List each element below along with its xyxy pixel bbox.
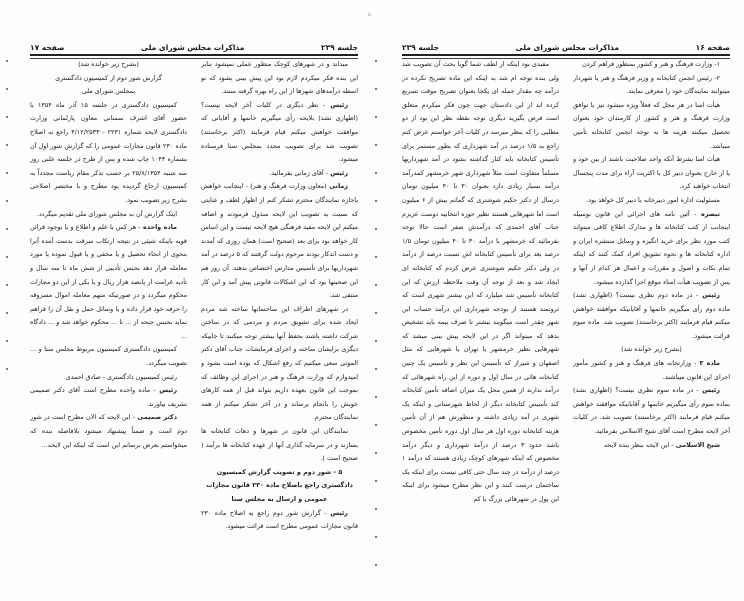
section-heading: ۵ - شور دوم و تصویب گزارش کمیسیون دادگستری راجع باصلاح ماده ۲۳۰ قانون مجازات عمومی و ارسال به مجلس سنا xyxy=(206,467,353,503)
session-label: جلسه ۲۳۹ xyxy=(402,43,440,52)
speaker-name: رئیس xyxy=(698,386,720,395)
speech-text: (معاون وزارت فرهنگ و هنر) - اینجانب خواهش باجازه نمایندگان محترم تشکر کنم از اظهار لطف و عنایتی که نسبت به تصویب این لایحه مبذول فرمودند و اضافه میکنم این لایحه مفید فرهنگی هیچ لایحه نیست و این اساس کار خواهد بود برای بعد (صحیح است) همان روزی که آمدند و دست اندکار بودند مرحوم دولت گرفتند که ۵ درصد در آمد شهرداریها برای تأسیس مدارس اختصاص بدهند. آن روز هم این صحبتها بود که این اشکالات قانونی پیش آمد و این کار منتفی شد. xyxy=(201,182,358,300)
speaker-name: رئیس xyxy=(155,386,177,395)
speaker-paragraph xyxy=(201,167,358,181)
body-paragraph: مسئولیت اداره امور دبیرخانه با دبیر کل خواهد بود. xyxy=(586,195,720,204)
speaker-paragraph xyxy=(30,384,187,411)
body-paragraph: هیأت امنا در هر محل که فعلاً ویژه میشود نیز با توافق وزارت فرهنگ و هنر و کشور از کارمندان خود بعنوان تحصیل میکنند هزینه ها به توجه انجمن کتابخانه تأمین میباشد. xyxy=(573,100,730,150)
session-label: جلسه ۲۳۹ xyxy=(321,43,358,52)
speaker-paragraph xyxy=(30,221,187,343)
right-page-columns xyxy=(402,58,730,561)
speech-text: - در ماده دوم نظری نیست؟ (اظهاری نشد) ماده دوم رأی میگیریم خانمها و آقایانیکه موافقند خواهش میکنم قیام فرمایند (اکثر برخاستند) تصویب شد. ماده سوم قرائت میشود. xyxy=(573,291,730,340)
speaker-paragraph xyxy=(573,357,730,384)
body-paragraph: رئیس کمیسیون دادگستری - صادق احمدی xyxy=(65,372,177,381)
speaker-name: رئیس xyxy=(326,508,348,517)
body-paragraph: اینک گزارش آن به مجلس شورای ملی تقدیم میگردد. xyxy=(36,209,177,218)
body-paragraph: نمایندگان این قانون در شهرها و دهات کتابخانه ها بسازند و در سرمایه گذاری آنها از عهده کتابخانه ها برآیند ( صحیح است ). xyxy=(201,427,358,463)
speaker-name: ماده واحده xyxy=(140,223,178,232)
speaker-paragraph xyxy=(573,289,730,343)
speaker-paragraph xyxy=(201,507,358,534)
speaker-paragraph xyxy=(30,411,187,452)
right-page-left-column xyxy=(402,58,559,561)
speaker-paragraph xyxy=(573,384,730,438)
journal-title: مذاکرات مجلس شورای ملی xyxy=(141,43,245,52)
speaker-paragraph xyxy=(201,99,358,167)
speech-text: - وزارتخانه های فرهنگ و هنر و کشور مأمور اجرای این قانون میباشند. xyxy=(573,359,730,381)
speaker-name: ماده ۳ xyxy=(696,359,721,368)
left-edge-bleed-marks xyxy=(6,60,10,580)
speaker-paragraph xyxy=(573,208,730,290)
speech-text: - آقای زمانی بفرمائید. xyxy=(269,168,329,177)
body-paragraph: ۲- رئیس انجمن کتابخانه و وزیر فرهنگ و هنر یا شهردار میتوانند نمایندگان خود را معرفی نمایند. xyxy=(573,73,730,96)
speaker-name: رئیس xyxy=(328,168,348,177)
speaker-name: رئیس xyxy=(325,100,348,109)
speaker-name: رئیس xyxy=(698,291,720,300)
speech-text: - هر کس با علم و اطلاع و یا بوجود قرائن قویه باینکه شیئی در نتیجه ارتکاب سرقت بدست آمده آنرا بنحوی از انحاء تحصیل و یا مخفی و یا قبول نموده یا مورد معامله قرار دهد بحبس تأدیبی از شش ماه تا سه سال و تأدیه غرامت از پانصد هزار ریال و یا یکی از این دو مجازات محکوم میگردد و در صورتیکه متهم معامله اموال مسروقه را حرفه خود قرار داده و یا وسائل حمل و نقل آن را فراهم نماید بحبس جنحه از ... تا ... محکوم خواهد شد و ... دادگاه ... xyxy=(30,223,187,340)
left-page xyxy=(10,0,362,601)
speaker-name: زمانی xyxy=(326,182,348,191)
left-page-columns xyxy=(30,58,358,561)
scan-mark-top: ۵۰ xyxy=(368,12,374,18)
speaker-name: شیخ الاسلامی xyxy=(673,440,720,449)
centered-note: بمجلس شورای ملی xyxy=(81,87,136,96)
body-paragraph: مفیدی بود اینکه از لطف شما گویا بحث آن تصویب شد ولی بنده توجه ام شد به اینکه این ماده تصریح نکرده در درآمد چه مقدار جمله ای یکجا بعنوان تصریح موقت تسریع کرده اند از این دادستان جهت چون فکر میکردم متعلق است فرض بگیرید دیگری توجه نقطه نظر این بود از دو مطلبی را که بنظر میرسد در کلیات آخر خواستم عرض کنم راجع به ۱/۵ درصد در آمد شهرداری که بطور مستمر برای تأسیس کتابخانه باید کنار گذاشته بشود در آمد شهرداریها مسلماً متفاوت است مثلاً شهرداری شهر خرمشهر کمدرآمد درآمد بسیار زیادی دارد بعنوان ۳۰ تا ۴۰ میلیون تومان درسال از دکتر حکیم شوشتری که گمانم بیش از ۶ میلیون است اما شهرهایی هستند نظیر حوزه انتخابیه دوست عزیزم جناب آقای احمدی که درآمدش صفر است حالا توجه بفرمائید که خرمشهر با درآمد ۳۰ تا ۴۰ میلیون تومان ۱/۵ درصد بعد برای تأسیس کتابخانه اش نسبت درصد از درآمد در ولی دکتر حکیم شوشتری عرض کردم که کتابخانه ای ایجاد شد و بعد از توجه آن وقت ملاحظه ارزش که این کتابخانه تأسیس شد میلیارد که این بیشتر شهری است که ثروتمند هستند از بودجه شهرداری این درآمد حساب این شهر چقدر است میگویند بیشتر تا صرف بیمه باید تشخیص بدهد که میتواند اگر در این لایحه پیش بینی میشد که شهرهایی نظیر خرمشهر یا تهران یا شهرهایی که مثل اصفهان و شیراز که تأسیس این نظر و تأسیس یک چنین کتابخانه هائی در سال اول و دوره از این راه شهرهائی که درآمد ندارند از همین محل یک میزان اضافه تأمین کتابخانه کند تأسیس کتابخانه دیگر از لحاظ شهرستانی و اینکه یک شهری در آمد زیادی داشته و منطورش هم از آن تأمین هزینه کتابخانه دوره اول هر سال اول دوره تأمین مخصوص باشد حدود ۳ درصد از درآمد شهرداری و دیگر درآمد مخصوص که اینکه شهرهای کوچک زیادی هستند که درآمد ۱ درصد از درآمد در چند سال حتی کافی نیست برای اینکه یک ساختمان درست کنند و این نظر مطرح میشود برای اینکه این پول در شهرهائی بزرگ با کم xyxy=(402,60,559,503)
left-page-left-column xyxy=(30,58,187,561)
speech-text: - گزارش شور دوم راجع به اصلاح ماده ۲۳۰ قانون مجازات عمومی مطرح است قرائت میشود. xyxy=(201,508,358,531)
speech-text: - ماده واحده مطرح است آقای دکتر صمیمی تشریف بیاورند. xyxy=(30,386,187,408)
speech-text: - این لایحه بنظر بنده لایحه xyxy=(603,440,674,449)
speech-text: - نظر دیگری در کلیات آخر لایحه نیست؟ (اظهاری نشد) بلایحه رأی میگیریم خانمها و آقایانی که موافقت خواهش میکنم قیام فرمایند (اکثر برخاستند) تصویب شد برای تصویب مجدد بمجلس سنا فرستاده میشود. xyxy=(201,100,358,164)
body-paragraph: میداند و در شهرهای کوچک منظور عملی نمیشود بنابر این بنده فکر میکردم لازم بود این پیش بینی بشود که تو اسطه درآمدهای شهرها از این راه بهره گرفته ستند. xyxy=(201,60,358,96)
gutter-bleed-marks xyxy=(375,60,379,580)
left-page-right-column xyxy=(201,58,358,561)
page-number: صفحه ۱۶ xyxy=(695,43,730,52)
body-paragraph: کمیسیون دادگستری کمیسیون مربوط مجلس سنا و ... تصویب میگردد. xyxy=(30,345,187,368)
body-paragraph: ۱- وزارت فرهنگ و هنر و کشور بمنظور فراهم کردن xyxy=(582,60,720,68)
header-rule xyxy=(30,54,358,56)
centered-note: (بشرح زیر خوانده شد) xyxy=(621,345,682,354)
speaker-name: دکتر صمیمی xyxy=(134,413,177,422)
body-paragraph: هیأت امنا بشرط آنکه واجد صلاحیت باشند از بین خود و یا از خارج بعنوان دبیر کل با اکثریت آراء برای مدت پنجسال انتخاب خواهند کرد. xyxy=(573,155,730,191)
speech-text: - آئین نامه های اجرائی این قانون بوسیله اینجانب از کتب کتابخانه ها و مدارک اطلاع کافی میتواند کتب مورد نظر برای خرید انگیزه و وسایل منتشره ایران و اداره کتابخانه ها و نحوه تشویق افراد کمک کنند که اینکه تمام نکات و اصول و مقررات و اعمال هر کدام از آنها و پس از تصویب هیأت امناء موقع اجرا گذارده میشود. xyxy=(573,209,730,286)
journal-title: مذاکرات مجلس شورای ملی xyxy=(515,43,619,52)
right-page-right-column xyxy=(573,58,730,561)
speaker-name: تبصره xyxy=(696,209,721,218)
right-page xyxy=(382,0,734,601)
speech-text: - این لایحه که الان مطرح است در شور دوم است و ضمناً پیشنهاد میشود بلافاصله بنده که میخواستم بعرض برسانم این است که اینکه این لایحه... xyxy=(30,413,187,449)
speaker-paragraph xyxy=(573,439,730,453)
page-number: صفحه ۱۷ xyxy=(30,43,65,52)
body-paragraph: در شهرهای اطراف این ساختمانها ساخته شد مردم ایجاد شده برای تشویق مردم و مردمی که در ساختن شرکت داشته باشند بحفظ آنها بیشتر توجه میکنند تا جاییکه دیگری برایشان ساخته و اجرای فرمایشات جناب آقای دکتر الموتی سعی میکنیم که رفع اشکال که بوده است بشود و امیدوارم که وزارت فرهنگ و هنر در اجرای این وظائف که بموجب این قانون بعهده داریم بتواند قبل از همه کارهای خوبش را بانجام برساند و در آخر تشکر میکنم از همه نمایندگان محترم. xyxy=(201,304,358,422)
header-rule xyxy=(402,54,730,56)
right-page-header xyxy=(402,38,730,52)
centered-note: (بشرح زیر خوانده شد) xyxy=(78,60,139,68)
body-paragraph: کمیسیون دادگستری در جلسه ۱۵ آذر ماه ۱۳۵۴ با حضور آقای اشرف سمنانی معاون پارلمانی وزارت دادگستری لایحه شماره ۲۲۳۱ - ۴/۱۲/۲۵۳۳ راجع به اصلاح ماده ۲۳۰ قانون مجازات عمومی را که گزارش شور اول آن بشماره ۱۰۴۳ چاپ شده و پس از طرح در جلسه علنی روز سه شنبه ۲۵/۸/۱۳۵۴ بر حسب تذکر مقام ریاست مجدداً به کمیسیون ارجاع گردیده بود مطرح و با مختصر اصلاحی بشرح زیر تصویب نمود. xyxy=(30,100,187,204)
centered-note: گزارش شور دوم از کمیسیون دادگستری xyxy=(55,73,162,82)
speech-text: - در ماده سوم نظری نیست؟ (اظهاری نشد) بماده سوم رأی میگیریم خانمها و آقایانیکه موافقند خواهش میکنم قیام فرمایند (اکثر برخاستند) تصویب شد. در کلیات آخر لایحه مطرح است آقای شیخ الاسلامی بفرمائید. xyxy=(573,386,730,436)
left-page-header xyxy=(30,38,358,52)
speaker-paragraph xyxy=(201,180,358,302)
